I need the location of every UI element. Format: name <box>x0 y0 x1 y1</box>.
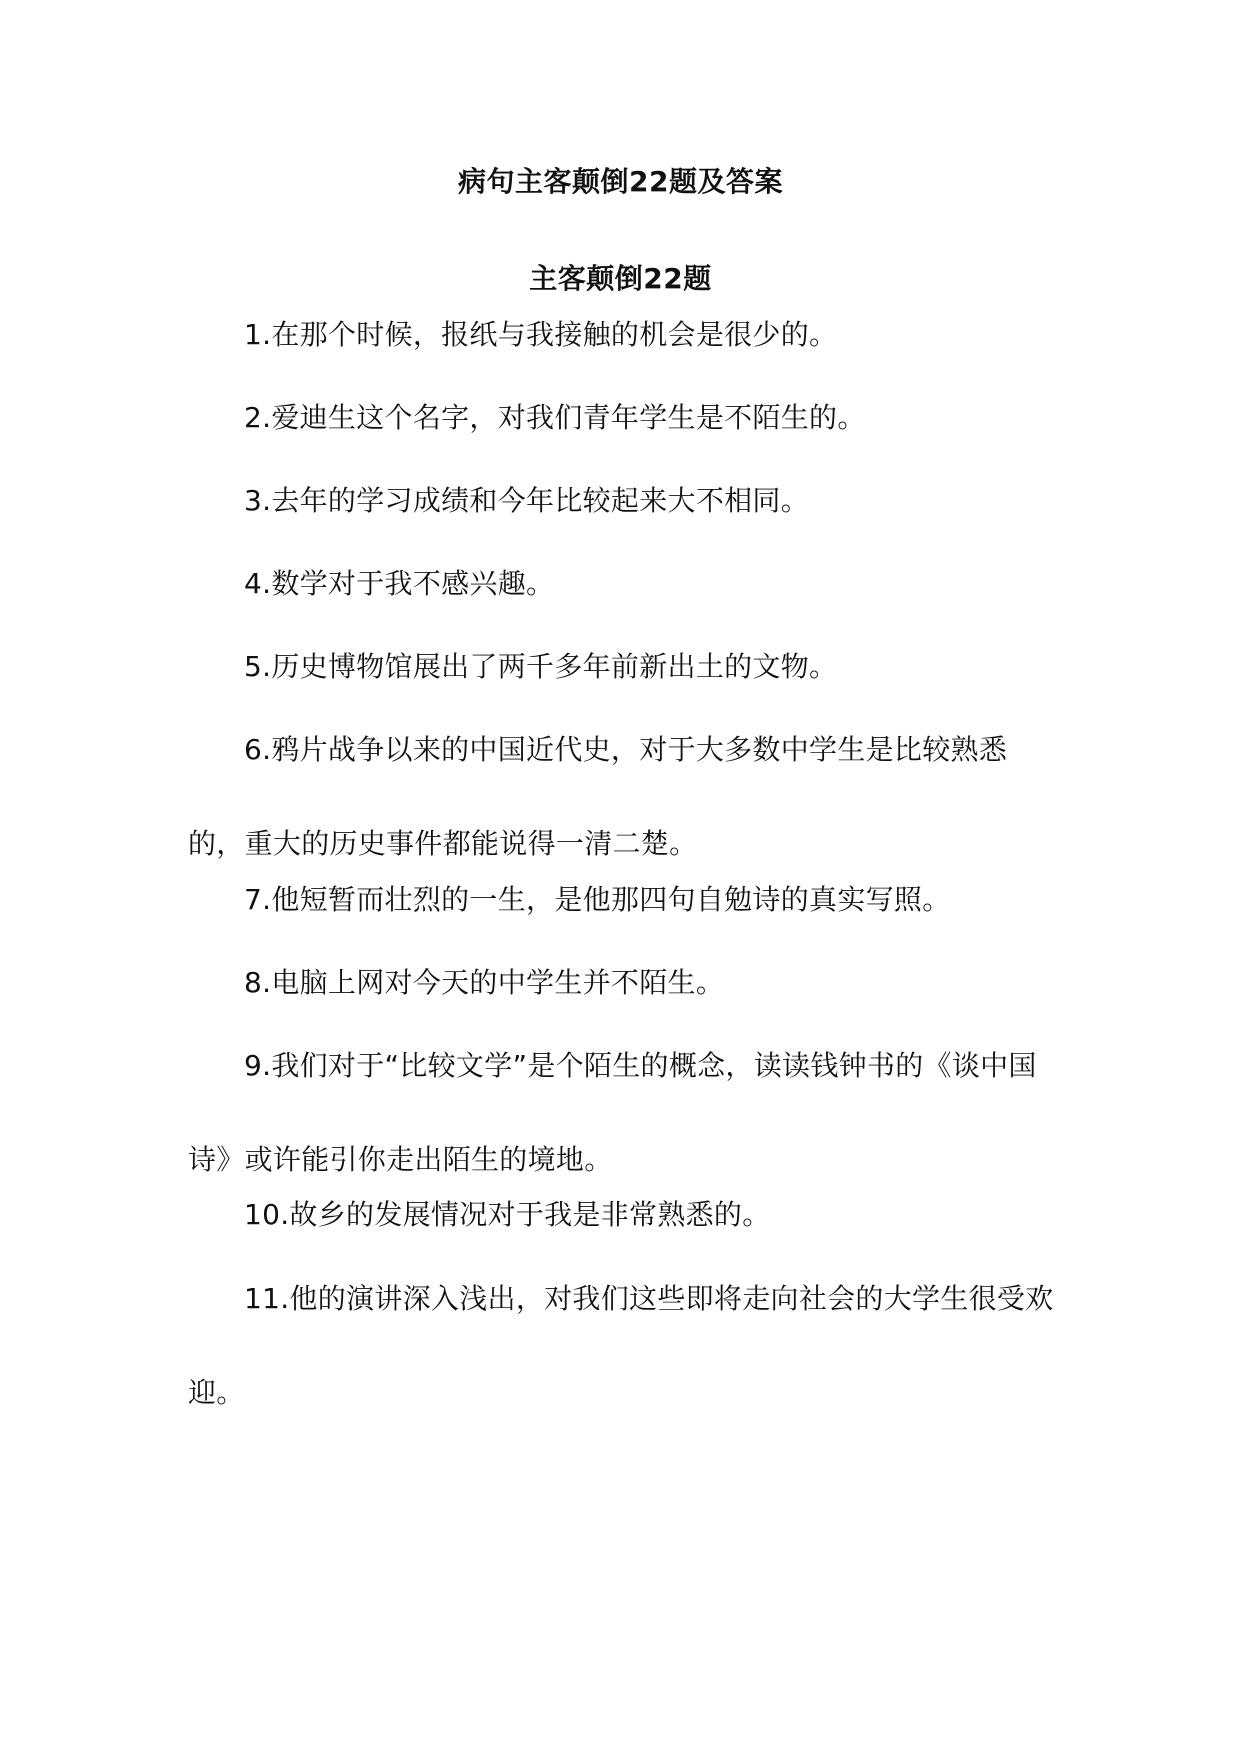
question-4: 4.数学对于我不感兴趣。 <box>244 567 555 600</box>
document-title: 病句主客颠倒22题及答案 <box>458 165 783 198</box>
section-title: 主客颠倒22题 <box>529 262 712 295</box>
question-11: 11.他的演讲深入浅出，对我们这些即将走向社会的大学生很受欢迎。 <box>188 1282 1054 1409</box>
question-7: 7.他短暂而壮烈的一生，是他那四句自勉诗的真实写照。 <box>244 883 951 916</box>
question-10: 10.故乡的发展情况对于我是非常熟悉的。 <box>244 1198 771 1231</box>
question-6: 6.鸦片战争以来的中国近代史，对于大多数中学生是比较熟悉的，重大的历史事件都能说得一清二楚。 <box>188 733 1008 860</box>
question-5: 5.历史博物馆展出了两千多年前新出土的文物。 <box>244 650 838 683</box>
question-1: 1.在那个时候，报纸与我接触的机会是很少的。 <box>244 318 838 351</box>
question-8: 8.电脑上网对今天的中学生并不陌生。 <box>244 966 725 999</box>
question-3: 3.去年的学习成绩和今年比较起来大不相同。 <box>244 484 810 517</box>
question-2: 2.爱迪生这个名字，对我们青年学生是不陌生的。 <box>244 401 866 434</box>
question-9: 9.我们对于“比较文学”是个陌生的概念，读读钱钟书的《谈中国诗》或许能引你走出陌生的境地。 <box>188 1049 1037 1176</box>
